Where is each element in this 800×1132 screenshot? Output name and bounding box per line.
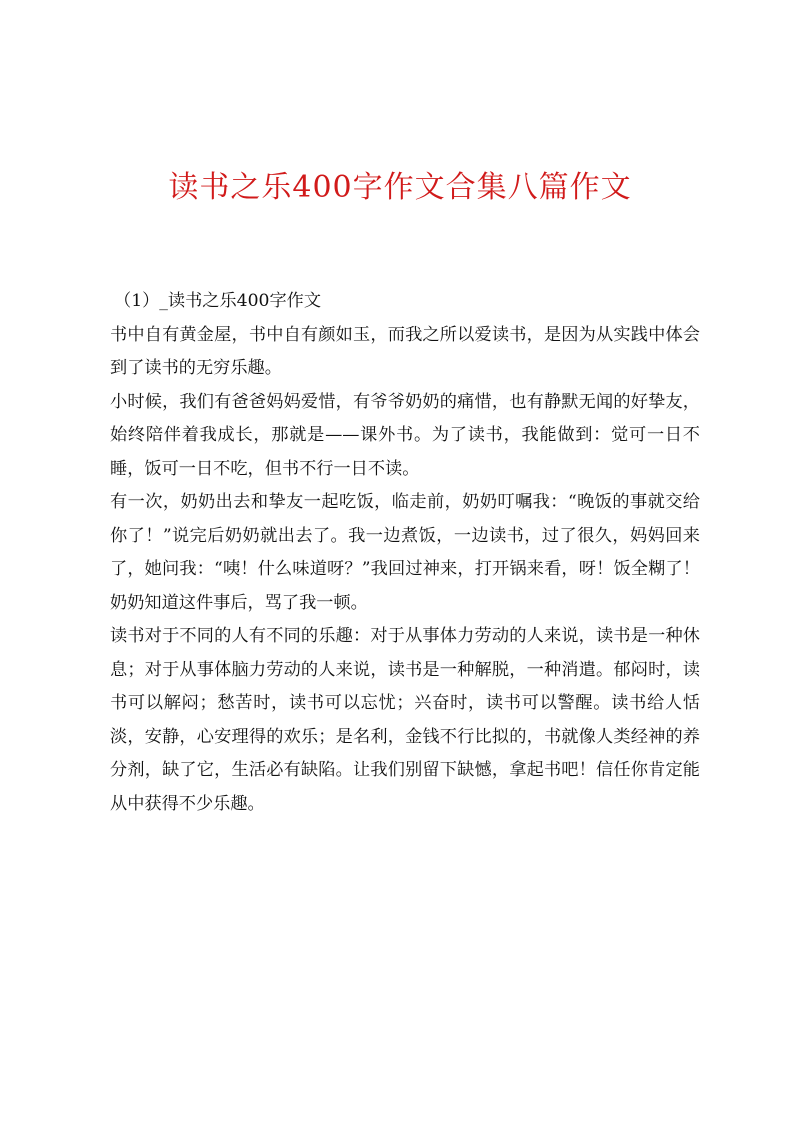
- paragraph-3: 有一次，奶奶出去和挚友一起吃饭，临走前，奶奶叮嘱我：“晚饭的事就交给你了！”说完后奶奶就出去了。我一边煮饭，一边读书，过了很久，妈妈回来了，她问我：“咦！什么味道呀？”我回过神来，打开锅来看，呀！饭全糊了！奶奶知道这件事后，骂了我一顿。: [110, 492, 700, 613]
- paragraph-4: 读书对于不同的人有不同的乐趣：对于从事体力劳动的人来说，读书是一种休息；对于从事体脑力劳动的人来说，读书是一种解脱，一种消遣。郁闷时，读书可以解闷；愁苦时，读书可以忘忧；兴奋时，读书可以警醒。读书给人恬淡，安静，心安理得的欢乐；是名利，金钱不行比拟的，书就像人类经神的养分剂，缺了它，生活必有缺陷。让我们别留下缺憾，拿起书吧！信任你肯定能从中获得不少乐趣。: [110, 626, 700, 814]
- section-heading: （1）_读书之乐400字作文: [114, 291, 322, 311]
- paragraph-2: 小时候，我们有爸爸妈妈爱惜，有爷爷奶奶的痛惜，也有静默无闻的好挚友，始终陪伴着我成长，那就是——课外书。为了读书，我能做到：觉可一日不睡，饭可一日不吃，但书不行一日不读。: [110, 391, 700, 479]
- document-title: 读书之乐400字作文合集八篇作文: [168, 170, 632, 205]
- document-body: [110, 285, 700, 821]
- paragraph-1: 书中自有黄金屋，书中自有颜如玉，而我之所以爱读书，是因为从实践中体会到了读书的无穷乐趣。: [110, 324, 700, 378]
